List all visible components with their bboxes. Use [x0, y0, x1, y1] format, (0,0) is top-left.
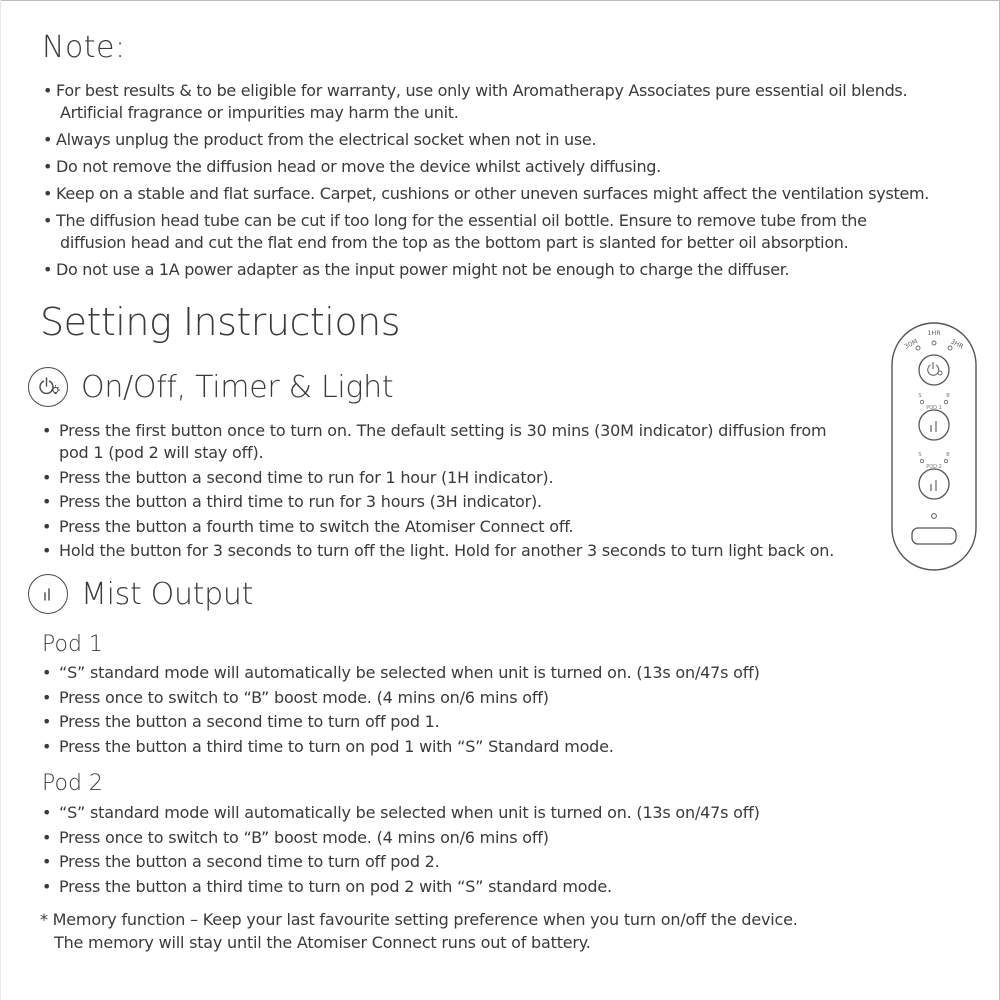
list-item	[40, 540, 900, 562]
timer-indicator-1hr	[932, 341, 936, 345]
memory-note-line-continued: The memory will stay until the Atomiser Connect runs out of battery.	[54, 933, 591, 952]
pod1-mode-b: B	[946, 393, 950, 399]
note-list	[42, 80, 992, 286]
note-item-line: Do not remove the diffusion head or move the device whilst actively diffusing.	[56, 157, 661, 176]
list-item: • Press the button a second time to turn off pod 1.	[40, 711, 900, 733]
pod1-mode-s: S	[918, 393, 922, 399]
pod1-label: POD 1	[926, 405, 942, 411]
list-item: • “S” standard mode will automatically be selected when unit is turned on. (13s on/47s off)	[40, 802, 900, 824]
page-border-left	[0, 0, 1, 1000]
list-item	[40, 467, 900, 489]
note-item-line: Always unplug the product from the electrical socket when not in use.	[56, 130, 597, 149]
note-item	[42, 156, 992, 178]
power-section-heading	[28, 367, 393, 407]
setting-instructions-title: Setting Instructions	[40, 300, 400, 344]
pod2-mode-s: S	[918, 452, 922, 458]
list-item	[40, 491, 900, 513]
list-item-line: Press the button a fourth time to switch the Atomiser Connect off.	[59, 516, 574, 536]
note-item	[42, 183, 992, 205]
note-item	[42, 259, 992, 281]
list-item-line-continued: pod 1 (pod 2 will stay off).	[59, 443, 264, 462]
status-led	[932, 514, 937, 519]
list-item: • “S” standard mode will automatically be selected when unit is turned on. (13s on/47s off)	[40, 662, 900, 684]
list-item: • Press the button a second time to turn off pod 2.	[40, 851, 900, 873]
page-border-top	[0, 0, 1000, 1]
pod1-instructions-list	[40, 662, 900, 760]
note-item	[42, 210, 992, 254]
memory-function-note	[40, 908, 798, 954]
note-item	[42, 80, 992, 124]
pod1-button[interactable]	[919, 410, 949, 440]
power-section-title: On/Off, Timer & Light	[81, 369, 394, 405]
pod1-heading: Pod 1	[42, 632, 103, 657]
diffuser-remote-illustration	[891, 322, 977, 571]
timer-indicator-30m	[916, 346, 920, 350]
list-item-line: Hold the button for 3 seconds to turn off the light. Hold for another 3 seconds to turn light back on.	[59, 541, 835, 560]
pod2-mode-b: B	[946, 452, 950, 458]
pod2-instructions-list	[40, 802, 900, 900]
timer-label-1hr: 1HR	[927, 329, 941, 337]
power-instructions-list	[40, 420, 900, 565]
note-item-line: Keep on a stable and flat surface. Carpet, cushions or other uneven surfaces might affect the ventilation system.	[56, 184, 930, 203]
list-item	[40, 516, 900, 538]
remote-diagram	[891, 322, 977, 571]
list-item: • Press once to switch to “B” boost mode. (4 mins on/6 mins off)	[40, 827, 900, 849]
list-item-line: Press the first button once to turn on. The default setting is 30 mins (30M indicator) diffusion from	[59, 421, 827, 440]
pod2-button[interactable]	[919, 469, 949, 499]
timer-label-3hr: 3HR	[949, 337, 965, 351]
list-item	[40, 420, 900, 464]
note-item-line: For best results & to be eligible for warranty, use only with Aromatherapy Associates pure essential oil blends.	[56, 81, 908, 100]
note-item	[42, 129, 992, 151]
list-item: • Press the button a third time to turn on pod 1 with “S” Standard mode.	[40, 736, 900, 758]
list-item-line: Press the button a second time to run for 1 hour (1H indicator).	[59, 467, 554, 487]
mist-section-heading	[28, 574, 253, 614]
mist-output-icon	[28, 574, 68, 614]
list-item: • Press the button a third time to turn on pod 2 with “S” standard mode.	[40, 876, 900, 898]
timer-indicator-3hr	[948, 346, 952, 350]
memory-note-line: * Memory function – Keep your last favourite setting preference when you turn on/off the device.	[40, 910, 798, 929]
note-item-line: Do not use a 1A power adapter as the input power might not be enough to charge the diffuser.	[56, 260, 790, 279]
list-item: • Press once to switch to “B” boost mode. (4 mins on/6 mins off)	[40, 687, 900, 709]
mist-section-title: Mist Output	[81, 576, 254, 612]
charging-port	[912, 528, 956, 544]
timer-label-30m: 30M	[902, 337, 920, 351]
power-button[interactable]	[919, 355, 949, 385]
note-item-line-continued: Artificial fragrance or impurities may harm the unit.	[60, 103, 459, 122]
note-item-line: The diffusion head tube can be cut if too long for the essential oil bottle. Ensure to remove tube from the	[56, 211, 867, 230]
pod2-heading: Pod 2	[42, 771, 103, 796]
power-light-icon	[28, 367, 68, 407]
note-item-line-continued: diffusion head and cut the flat end from the top as the bottom part is slanted for better oil absorption.	[60, 233, 849, 252]
note-title: Note:	[42, 30, 126, 65]
list-item-line: Press the button a third time to run for 3 hours (3H indicator).	[59, 492, 542, 511]
pod2-label: POD 2	[926, 464, 942, 470]
